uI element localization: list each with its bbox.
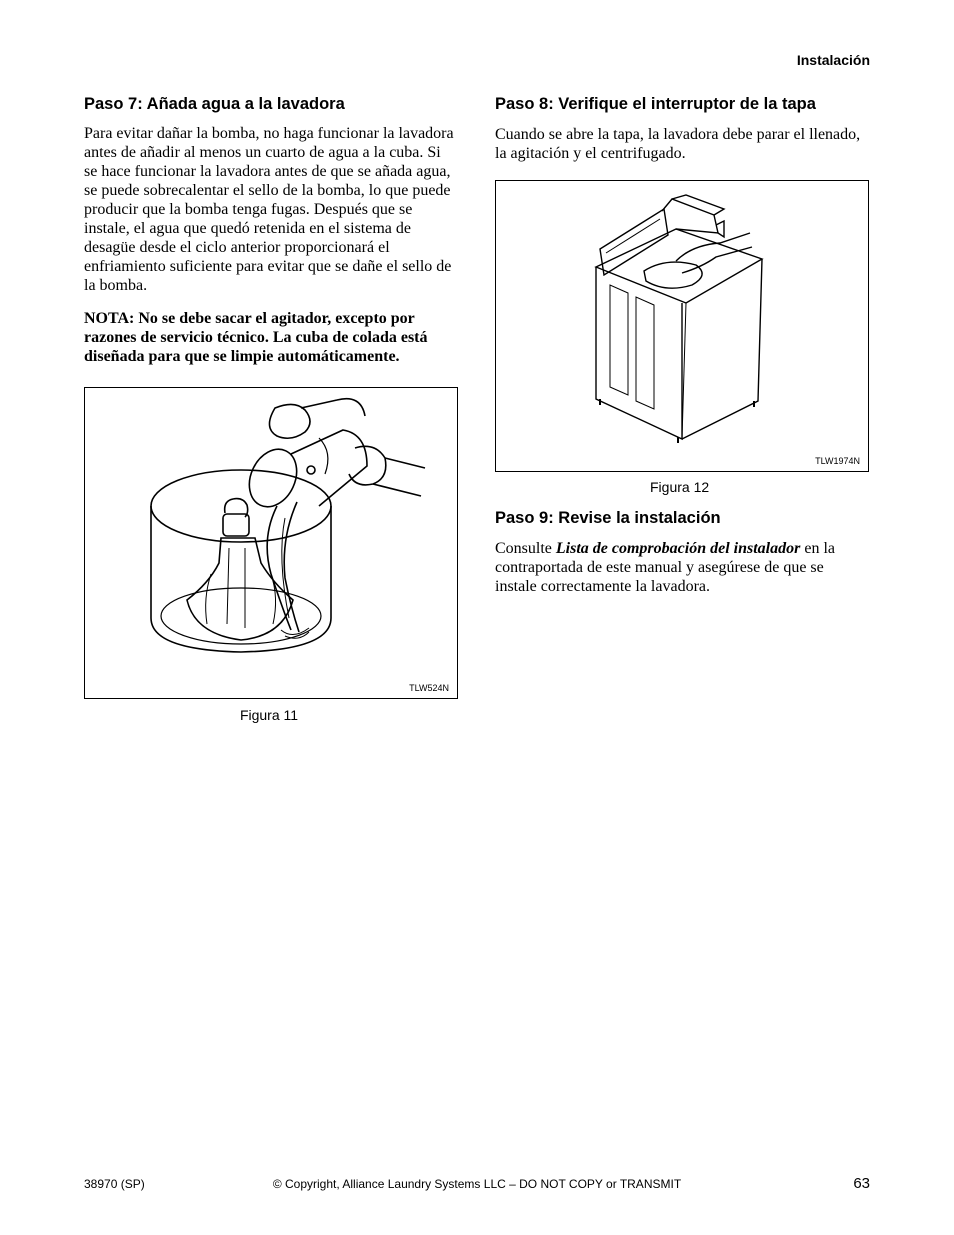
washer-lid-switch-illustration bbox=[496, 181, 868, 471]
step8-body: Cuando se abre la tapa, la lavadora debe parar el llenado, la agitación y el centrifugado. bbox=[495, 126, 861, 162]
washer-tub-pouring-water-illustration bbox=[85, 388, 457, 698]
figure-12-box bbox=[495, 180, 869, 472]
figure-11-caption: Figura 11 bbox=[239, 707, 299, 723]
step9-body-suffix: en la contraportada de este manual y asegúrese de que se instale correctamente la lavadora. bbox=[495, 540, 835, 595]
left-column bbox=[84, 94, 458, 723]
step7-body: Para evitar dañar la bomba, no haga funcionar la lavadora antes de añadir al menos un cuarto de agua a la cuba. Si se hace funcionar la lavadora antes de que se añada agua, se puede sobrecalentar el sello de la bomba, lo que puede producir que la bomba tenga fugas. Después que se instale, el agua que quedó retenida en el sistema de desagüe desde el ciclo anterior proporcionará el enfriamiento suficiente para evitar que se dañe el sello de la bomba. bbox=[84, 125, 454, 294]
step7-note: NOTA: No se debe sacar el agitador, excepto por razones de servicio técnico. La cuba de colada está diseñada para que se limpie automáticamente. bbox=[84, 310, 428, 365]
installer-checklist-reference: Lista de comprobación del instalador bbox=[555, 540, 801, 557]
footer-copyright: © Copyright, Alliance Laundry Systems LLC – DO NOT COPY or TRANSMIT bbox=[272, 1177, 682, 1191]
footer-doc-number: 38970 (SP) bbox=[84, 1177, 145, 1191]
figure-12-code: TLW1974N bbox=[815, 456, 860, 466]
step7-heading: Paso 7: Añada agua a la lavadora bbox=[84, 95, 345, 113]
right-column bbox=[495, 94, 869, 596]
step9-heading: Paso 9: Revise la instalación bbox=[495, 509, 721, 527]
figure-12-caption: Figura 12 bbox=[650, 479, 710, 495]
step9-body bbox=[495, 539, 869, 596]
step8-heading: Paso 8: Verifique el interruptor de la tapa bbox=[495, 95, 816, 113]
figure-11-box bbox=[84, 387, 458, 699]
figure-11-code: TLW524N bbox=[409, 683, 449, 693]
footer-page-number: 63 bbox=[853, 1175, 870, 1192]
step9-body-prefix: Consulte bbox=[495, 540, 556, 557]
running-header: Instalación bbox=[796, 52, 870, 68]
